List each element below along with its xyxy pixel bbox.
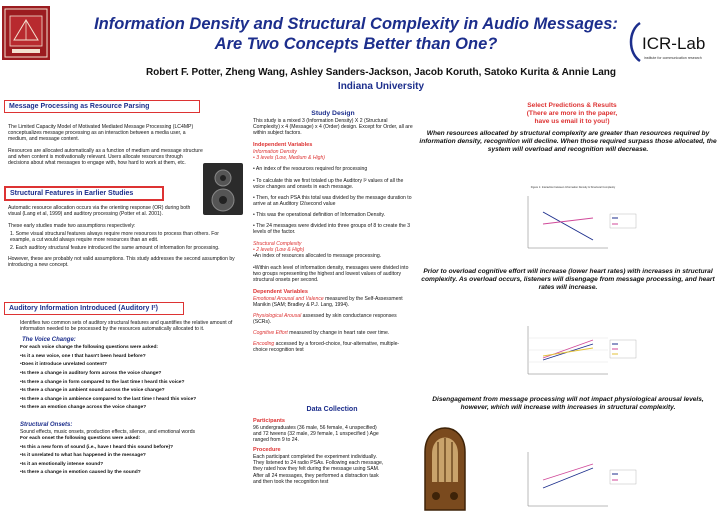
question-item: •Does it introduce unrelated content? (20, 362, 108, 368)
paragraph: • The 24 messages were divided into three groups of 8 to create the 3 levels of the factor. (253, 223, 411, 236)
section-heading: Message Processing as Resource Parsing (4, 100, 200, 113)
paragraph: Identifies two common sets of auditory structural features and quantifies the relative amount of information needed to be processed by the resources automatically allocated to it. (20, 320, 233, 333)
prediction-1: When resources allocated by structural complexity are greater than resources required by information density, recognition will decline. When those required surpass those allocated, the system will overload and recognition will decrease. (419, 130, 717, 153)
paragraph: •An index of resources allocated to message processing. (253, 253, 382, 260)
section-heading: Auditory Information Introduced (Auditory I²) (4, 302, 184, 315)
figure-1-title: Figure 1: Interaction between Information Density & Structural Complexity (530, 186, 616, 189)
paragraph: 96 undergraduates (36 male, 56 female, 4 unspecified) and 72 tweens (32 male, 29 female, 1 unspecified ) Age ranged from 9 to 24. (253, 425, 379, 444)
iv-density-levels: • 3 levels (Low, Medium & High) (253, 155, 325, 162)
section-structural-features (4, 186, 246, 268)
authors: Robert F. Potter, Zheng Wang, Ashley Sanders-Jackson, Jacob Koruth, Satoko Kurita & Annie Lang (145, 67, 617, 78)
question-item: •Is there a change in emotion caused by the sound? (20, 470, 141, 476)
voice-change-label: The Voice Change: (22, 337, 76, 344)
onset-questions (4, 444, 246, 478)
question-item: •Is there a change in form compared to the last time I heard this voice? (20, 379, 185, 385)
logo-subtext: institute for communication research (644, 56, 702, 60)
participants-label: Participants (253, 418, 286, 424)
question-item: •Is it a new voice, one I that hasn't been heard before? (20, 353, 146, 359)
onsets-description: Sound effects, music onsets, production effects, silence, and emotional words (20, 428, 196, 435)
right-column (418, 100, 720, 411)
paragraph: This study is a mixed 3 (Information Density) X 2 (Structural Complexity) x 4 (Message) x 4 (Order) design. Except for Order, all are within subject factors. (253, 118, 413, 137)
poster-title: Information Density and Structural Complexity in Audio Messages: Are Two Concepts Better than One? (94, 15, 618, 53)
question-item: •Is it an emotionally intense sound? (20, 461, 104, 467)
section-message-processing (4, 100, 246, 167)
paragraph: • To calculate this we first totaled up the Auditory I² values of all the voice changes and onsets in each message. (253, 177, 404, 190)
procedure-label: Procedure (253, 447, 281, 454)
logo-text: ICR-Lab (642, 34, 706, 53)
question-item: •Is there a change in ambience compared to the last time I heard this voice? (20, 396, 197, 402)
paragraph: Resources are allocated automatically as a function of medium and message structure and when content is motivationally relevant. Users allocate resources through decisions about what messages to engage with, how hard to work at them, etc. (8, 148, 203, 167)
paragraph: The Limited Capacity Model of Motivated Mediated Message Processing (LC4MP) conceptualizes message processing as an interaction between a media user, a medium, and message content. (8, 124, 194, 143)
select-predictions-note: have us email it to you!) (534, 118, 610, 125)
section-auditory-information (4, 302, 246, 478)
iv-density: Information Density (253, 149, 297, 156)
onsets-intro: For each onset the following questions were asked: (20, 436, 141, 442)
voice-intro: For each voice change the following questions were asked: (20, 345, 159, 351)
figure-3 (498, 440, 648, 514)
question-item: •Is it unrelated to what has happened in the message? (20, 453, 146, 459)
middle-column (253, 100, 413, 485)
paragraph: Automatic resource allocation occurs via the orienting response (OR) during both visual (Lang et al, 1999) and auditory processing (Potter et al. 2001). (8, 205, 191, 218)
paragraph: • This was the operational definition of Information Density. (253, 211, 386, 218)
paragraph: •Within each level of information density, messages were divided into two groups representing the highest and lowest values of auditory structural onsets per second. (253, 264, 409, 283)
paragraph: • An index of the resources required for processing (253, 166, 368, 173)
select-predictions-title: Select Predictions & Results (527, 102, 617, 109)
iv-label: Independent Variables (253, 142, 313, 149)
question-item: •Is there an emotion change across the voice change? (20, 405, 147, 411)
dv-item: Emotional Arousal and Valence measured by the Self-Assessment Manikin (SAM; Bradley & P.J. Lang, 1994). (253, 295, 403, 308)
section-data-collection (253, 418, 385, 485)
figure-1 (498, 182, 648, 262)
dv-label: Dependent Variables (253, 288, 309, 295)
results-header (460, 102, 684, 126)
prediction-2: Prior to overload cognitive effort will increase (lower heart rates) with increases in structural complexity. As overload occurs, listeners will disengage from message processing, and heart rates will increase. (421, 268, 715, 291)
voice-questions (4, 353, 246, 413)
section-heading: Data Collection (306, 406, 358, 413)
radio-image (420, 412, 470, 512)
dv-item: Encoding accessed by a forced-choice, four-alternative, multiple-choice recognition test (253, 341, 400, 354)
section-heading: Structural Features in Earlier Studies (4, 186, 164, 201)
list-item: 1. Some visual structural features always require more resources to process than others. For example, a cut would always require more resources than an edit. (10, 231, 219, 244)
question-item: •Is this a new form of sound (i.e., have I heard this sound before)? (20, 444, 174, 450)
figure-2 (498, 314, 648, 386)
question-item: •Is there a change in auditory form across the voice change? (20, 370, 162, 376)
section-heading: Study Design (311, 110, 355, 117)
iv-structural-complexity: Structural Complexity (253, 241, 302, 248)
paragraph: • Then, for each PSA this total was divided by the message duration to arrive at an Auditory I2/second value (253, 194, 412, 207)
dv-item: Physiological Arousal assessed by skin conductance responses (SCRs). (253, 312, 397, 326)
iv-sc-levels: • 2 levels (Low & High) (253, 247, 305, 254)
affiliation: Indiana University (337, 81, 425, 92)
university-seal (0, 4, 52, 62)
select-predictions-note: (There are more in the paper, (526, 110, 618, 117)
prediction-3: Disengagement from message processing will not impact physiological arousal levels, however, which will increase with increases in structural complexity. (432, 396, 704, 411)
onsets-label: Structural Onsets: (20, 421, 73, 428)
paragraph: Each participant completed the experiment individually. They listened to 24 radio PSAs. Following each message, they rated how they felt during the message using SAM. After all 24 messages, they performed a distraction task and then took the recognition test (253, 454, 384, 485)
paragraph: However, these are probably not valid assumptions. This study addresses the second assumption by introducing a new concept. (8, 255, 235, 268)
paragraph: These early studies made two assumptions respectively: (8, 223, 136, 230)
question-item: •Is there a change in ambient sound across the voice change? (20, 388, 165, 394)
dv-item: Cognitive Effort measured by change in heart rate over time. (253, 330, 390, 337)
icr-lab-logo (624, 17, 716, 73)
list-item: 2. Each auditory structural feature introduced the same amount of information for processing. (10, 245, 220, 252)
